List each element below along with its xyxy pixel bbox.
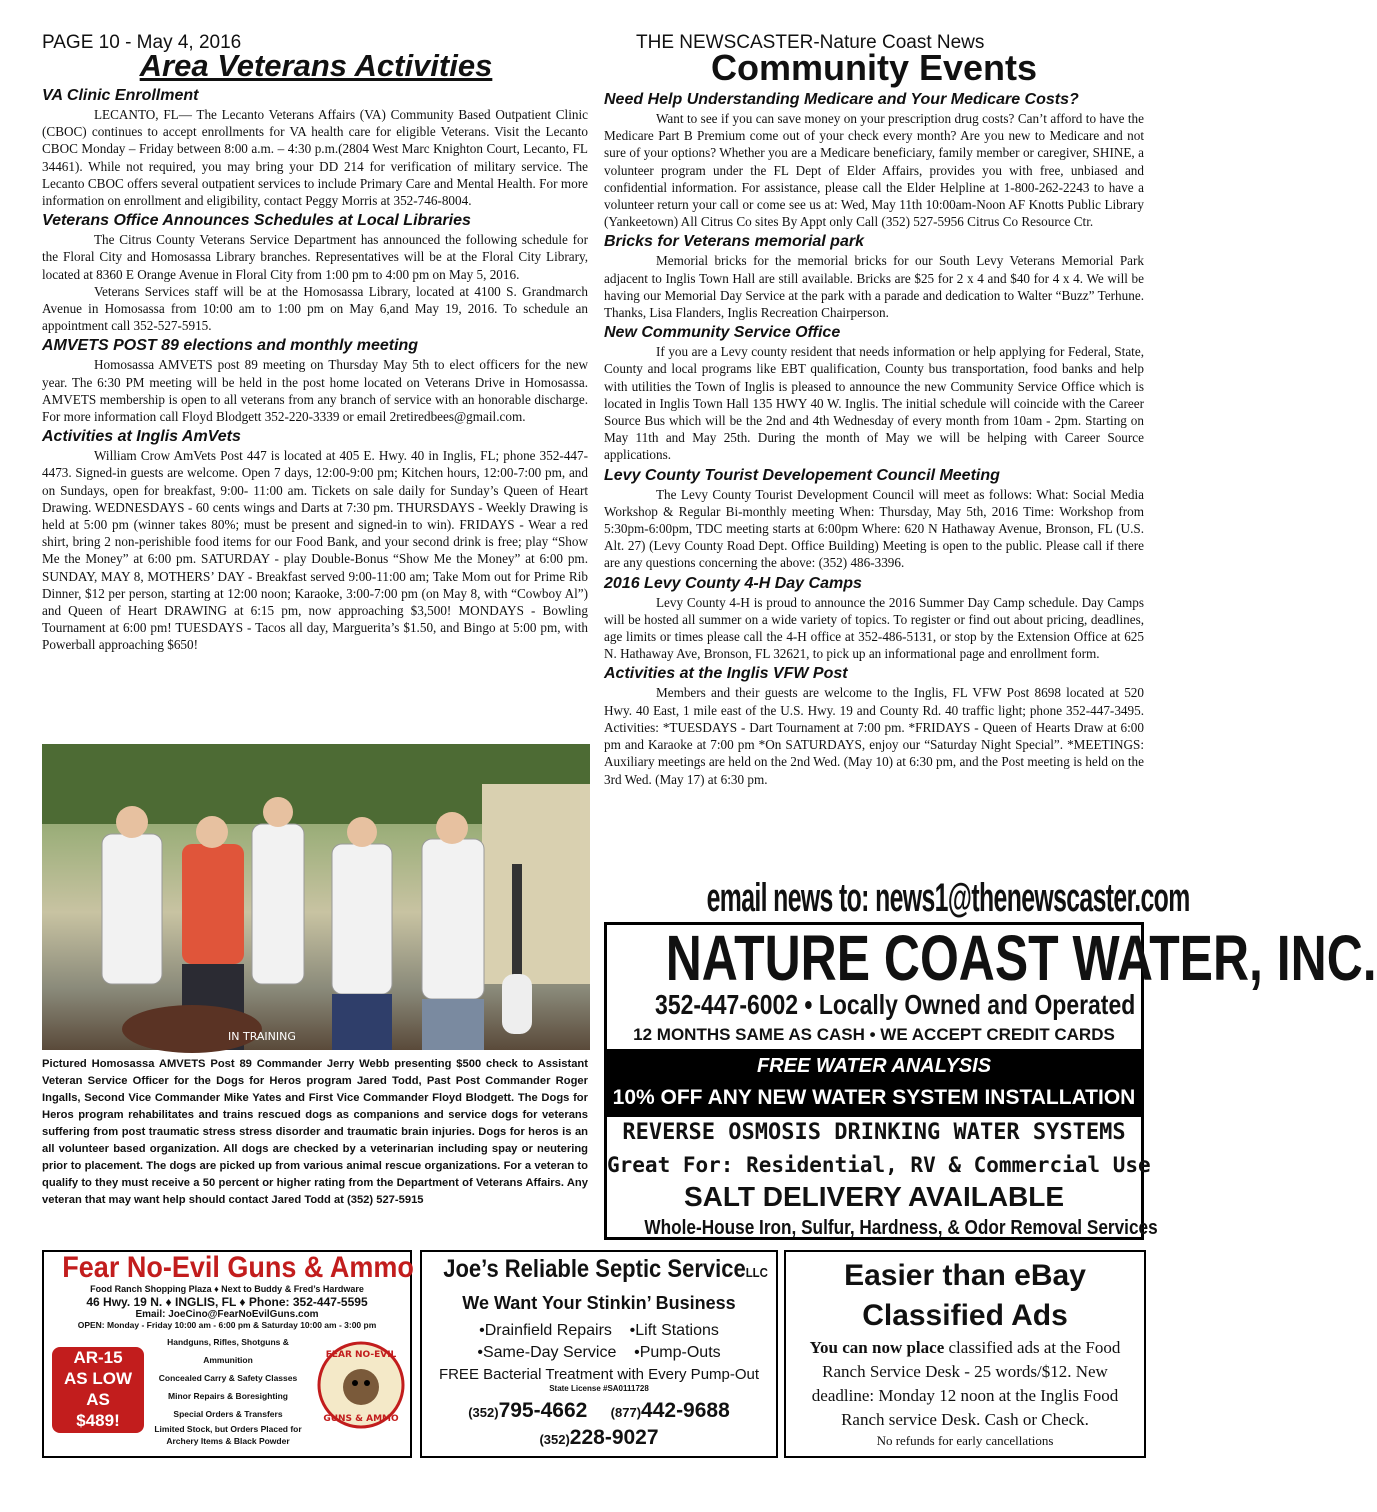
- guns-address: 46 Hwy. 19 N. ♦ INGLIS, FL ♦ Phone: 352-447-5595: [86, 1295, 368, 1309]
- article-bricks: [604, 232, 1144, 321]
- article-veterans-office: [42, 211, 588, 334]
- septic-license: State License #SA0111728: [549, 1384, 649, 1393]
- guns-services: [148, 1333, 308, 1447]
- article-paragraph: The Citrus County Veterans Service Department has announced the following schedule for the Floral City and Homosassa Library branches. Representatives will be at the Floral City Library, located at 8360 E Orange Avenue in Floral City from 1:00 pm to 4:00 pm on May 5, 2016.: [42, 232, 588, 282]
- septic-title: [443, 1252, 768, 1290]
- septic-phones-row: [422, 1398, 776, 1425]
- nature-coast-water-ad: [604, 922, 1377, 1240]
- article-paragraph: Homosassa AMVETS post 89 meeting on Thursday May 5th to elect officers for the new year. The 6:30 PM meeting will be held in the post home located on Veterans Drive in Homosassa. AMVETS membership is open to all veterans from any branch of service with an honorable discharge. For more information call Floyd Blodgett 352-220-3339 or email 2retiredbees@gmail.com.: [42, 357, 588, 425]
- service-item: •Same-Day Service: [477, 1344, 617, 1361]
- service-item: Limited Stock, but Orders Placed for Archery Items & Black Powder: [154, 1424, 302, 1446]
- septic-phones-row: [422, 1425, 776, 1452]
- article-va-clinic: [42, 86, 588, 209]
- article-paragraph: LECANTO, FL— The Lecanto Veterans Affairs (VA) Community Based Outpatient Clinic (CBOC) continues to accept enrollments for VA health care for eligible Veterans. Visit the Lecanto CBOC Monday – Friday between 8:00 a.m. – 4:30 p.m.(2804 West Marc Knighton Court, Lecanto, FL 34461). While not required, you may bring your DD 214 for verification of military service. The Lecanto CBOC offers several outpatient services to include Primary Care and Mental Health. For more information on enrollment and eligibility, contact Peggy Morris at 352-746-8004.: [42, 107, 588, 209]
- article-community-office: [604, 323, 1144, 463]
- dog-vest-text: IN TRAINING: [228, 1030, 296, 1043]
- guns-email[interactable]: Email: JoeCino@FearNoEvilGuns.com: [135, 1309, 319, 1320]
- install-discount: 10% OFF ANY NEW WATER SYSTEM INSTALLATION: [612, 1086, 1136, 1109]
- seal-bottom-text: GUNS & AMMO: [323, 1414, 399, 1424]
- article-heading: New Community Service Office: [604, 324, 841, 342]
- guns-title: Fear No-Evil Guns & Ammo: [62, 1251, 414, 1284]
- article-inglis-amvets: [42, 427, 588, 653]
- ar15-promo: [52, 1347, 144, 1433]
- service-item: •Pump-Outs: [634, 1344, 721, 1361]
- article-heading: Levy County Tourist Developement Council Meeting: [604, 466, 1000, 484]
- salt-delivery: SALT DELIVERY AVAILABLE: [683, 1181, 1065, 1212]
- phone-area: (877): [610, 1405, 642, 1420]
- photo-illustration: [42, 744, 590, 1050]
- seal-top-text: FEAR NO-EVIL: [325, 1350, 397, 1360]
- water-financing: 12 MONTHS SAME AS CASH • WE ACCEPT CREDIT CARDS: [633, 1025, 1115, 1044]
- septic-service-ad: [420, 1250, 778, 1458]
- classified-text: classified ads at the Food Ranch Service Desk - 25 words/$12. New deadline: Monday 12 noon at the Inglis Food Ranch service Desk. Cash or Check.: [811, 1338, 1121, 1429]
- guns-body: [44, 1331, 410, 1446]
- photo-caption: Pictured Homosassa AMVETS Post 89 Commander Jerry Webb presenting $500 check to Assistant Veteran Service Officer for the Dogs for Heros program Jared Todd, Past Post Commander Roger Ingalls, Second Vice Commander Mike Yates and First Vice Commander Floyd Blodgett. The Dogs for Heros program rehabilitates and trains rescued dogs as companions and service dogs for veterans suffering from post traumatic stress stress disorder and traumatic brain injuries. Dogs for heros is an all volunteer based organization. All dogs are checked by a veterinarian including spay or neutering prior to placement. The dogs are picked up from various animal rescue organizations. For a veteran to qualify to they must receive a 50 percent or higher rating from the Department of Veterans Affairs. Any veteran that may want help should contact Jared Todd at (352) 527-5915: [42, 1058, 588, 1206]
- promo-line: $489!: [76, 1411, 120, 1430]
- article-4h-camps: [604, 574, 1144, 663]
- phone-number: 442-9688: [641, 1399, 730, 1422]
- septic-name: Joe’s Reliable Septic Service: [443, 1255, 746, 1283]
- service-item: •Drainfield Repairs: [479, 1322, 612, 1339]
- classified-note: No refunds for early cancellations: [876, 1433, 1054, 1448]
- removal-services: Whole-House Iron, Sulfur, Hardness, & Odor Removal Services: [644, 1217, 1158, 1239]
- phone-area: (352): [468, 1405, 499, 1420]
- right-section-title: Community Events: [710, 47, 1038, 88]
- classified-body: [786, 1336, 1144, 1432]
- article-heading: Activities at the Inglis VFW Post: [604, 665, 848, 683]
- article-medicare: [604, 90, 1144, 230]
- water-company-name: NATURE COAST WATER, INC.: [665, 922, 1377, 994]
- article-paragraph: Members and their guests are welcome to the Inglis, FL VFW Post 8698 located at 520 Hwy. 40 East, 1 mile east of the U.S. Hwy. 19 and County Rd. 40 traffic light; phone 352-447-3495. Activities: *TUESDAYS - Dart Tournament at 7:00 pm. *FRIDAYS - Queen of Hearts Draw at 6:00 pm and Karaoke at 7:00 pm *On SATURDAYS, enjoy our “Saturday Night Special”. *MEETINGS: Auxiliary meetings are held on the 2nd Wed. (May 10) at 6:30 pm, and the Post meeting is held on the 3rd Wed. (May 17) at 6:30 pm.: [604, 685, 1144, 787]
- promo-line: AR-15: [73, 1348, 123, 1367]
- service-item: Handguns, Rifles, Shotguns & Ammunition: [167, 1337, 289, 1365]
- promo-line: AS: [86, 1390, 110, 1409]
- article-heading: Veterans Office Announces Schedules at Local Libraries: [42, 212, 471, 230]
- service-item: Minor Repairs & Boresighting: [168, 1391, 288, 1401]
- water-phone: 352-447-6002 • Locally Owned and Operated: [655, 989, 1136, 1020]
- reverse-osmosis: REVERSE OSMOSIS DRINKING WATER SYSTEMS: [622, 1120, 1126, 1145]
- phone-area: (352): [539, 1432, 570, 1447]
- service-item: Special Orders & Transfers: [173, 1409, 283, 1419]
- page-header-right: THE NEWSCASTER-Nature Coast News: [636, 32, 985, 53]
- left-articles: [42, 84, 588, 654]
- left-section-title: Area Veterans Activities: [139, 48, 493, 83]
- email-news-banner: email news to: news1@thenewscaster.com: [706, 876, 1190, 920]
- septic-llc: LLC: [745, 1265, 768, 1280]
- phone-number: 228-9027: [569, 1426, 659, 1449]
- septic-services-row: [422, 1342, 776, 1364]
- fear-no-evil-seal-icon: [316, 1337, 406, 1433]
- classified-title-2: Classified Ads: [862, 1299, 1068, 1332]
- article-paragraph: William Crow AmVets Post 447 is located at 405 E. Hwy. 40 in Inglis, FL; phone 352-447-4473. Signed-in guests are welcome. Open 7 days, 12:00-9:00 pm; Kitchen hours, 12:00-7:00 pm, and on Sundays, open for breakfast, 9:00- 11:00 am. Tickets on sale daily for Sunday’s Queen of Heart Drawing. WEDNESDAYS - 60 cents wings and Darts at 7:30 pm. THURSDAYS - Weekly Drawing is held at 5:00 pm (winner takes 80%; must be present and signed-in to win). FRIDAYS - Wear a red shirt, bring 2 non-perishible food items for our Food Bank, and your second drink is free; play “Show Me the Money” at 6:00 pm. SATURDAY - play Double-Bonus “Show Me the Money” at 6:00 pm. SUNDAY, MAY 8, MOTHERS’ DAY - Breakfast served 9:00-11:00 am; Take Mom out for Prime Rib Dinner, $12 per person, starting at 12:00 noon; Karaoke, 3:00-7:00 pm (on May 8, with “Cowboy Al”) and Queen of Heart DRAWING at 6:15 pm, now approaching $3,500! MONDAYS - Bowling Tournament at 6:00 pm! TUESDAYS - Tacos all day, Marguerita’s $1.50, and Bingo at 5:00 pm, with Powerball approaching $650!: [42, 448, 588, 653]
- classified-ads-box: [784, 1250, 1146, 1458]
- right-articles: [604, 88, 1144, 788]
- guns-location: Food Ranch Shopping Plaza ♦ Next to Buddy & Fred’s Hardware: [90, 1284, 364, 1294]
- article-paragraph: The Levy County Tourist Development Council will meet as follows: What: Social Media Workshop & Regular Bi-monthly meeting When: Thursday, May 5th, 2016 Time: Workshop from 5:30pm-6:00pm, TDC meeting starts at 6:00pm Where: 620 N Hathaway Avenue, Bronson, FL (U.S. Alt. 27) (Levy County Road Dept. Office Building) Meeting is open to the public. Please call if there are any questions concerning the above: (352) 486-3396.: [604, 486, 1144, 571]
- amvets-photo: [42, 744, 590, 1050]
- article-heading: 2016 Levy County 4-H Day Camps: [604, 574, 862, 592]
- septic-services-row: [422, 1320, 776, 1342]
- promo-line: AS LOW: [64, 1369, 132, 1388]
- water-promo-band: [607, 1049, 1141, 1117]
- phone-number: 795-4662: [498, 1399, 588, 1422]
- great-for: Great For: Residential, RV & Commercial Use: [607, 1153, 1151, 1177]
- article-heading: Bricks for Veterans memorial park: [604, 233, 864, 251]
- article-heading: AMVETS POST 89 elections and monthly meeting: [42, 337, 419, 355]
- guns-hours: OPEN: Monday - Friday 10:00 am - 6:00 pm & Saturday 10:00 am - 3:00 pm: [77, 1320, 377, 1330]
- service-item: •Lift Stations: [629, 1322, 719, 1339]
- page-header-left: PAGE 10 - May 4, 2016: [42, 32, 242, 53]
- article-paragraph: Want to see if you can save money on your prescription drug costs? Can’t afford to have the Medicare Part B Premium come out of your check every month? Are you new to Medicare and not sure of your options? Whether you are a Medicare beneficiary, family member or caregiver, SHINE, a volunteer program under the FL Dept of Elder Affairs, provides you with free, unbiased and confidential information. For assistance, please call the Elder Helpline at 1-800-262-2243 to have a volunteer return your call or come see us at: Wed, May 11th 10:00am-Noon AF Knotts Public Library (Yankeetown) All Citrus Co sites By Appt only Call (352) 527-5956 Citrus Co Resource Ctr.: [604, 111, 1144, 230]
- septic-free-treatment: FREE Bacterial Treatment with Every Pump-Out: [438, 1366, 760, 1383]
- article-paragraph: Veterans Services staff will be at the Homosassa Library, located at 4100 S. Grandmarch Avenue in Homosassa from 10:00 am to 1:00 pm on May 6,and May 19, 2016. To schedule an appointment call 352-527-5915.: [42, 283, 588, 334]
- classified-title-1: Easier than eBay: [844, 1259, 1086, 1292]
- service-item: Concealed Carry & Safety Classes: [158, 1373, 298, 1383]
- article-paragraph: If you are a Levy county resident that needs information or help applying for Federal, State, County and local programs like EBT qualification, County bus transportation, food banks and help with utilities the Town of Inglis is pleased to announce the new Community Service Office which is located in Inglis Town Hall 135 HWY 40 W. Inglis. The initial schedule will coincide with the Career Source Bus which will be the 2nd and 4th Wednesday of every month from 10am - 2pm. Starting on May 11th and May 25th. During the month of May we will be helping with Career Source applications.: [604, 344, 1144, 463]
- article-paragraph: Levy County 4-H is proud to announce the 2016 Summer Day Camp schedule. Day Camps will be hosted all summer on a wide variety of topics. To register or find out about pricing, deadlines, age limits or times please call the 4-H office at 352-486-5131, or stop by the Extension Office at 625 N. Hathaway Ave, Bronson, FL 32621, to pick up an informational page and enrollment form.: [604, 594, 1144, 662]
- article-heading: VA Clinic Enrollment: [42, 87, 199, 104]
- article-paragraph: Memorial bricks for the memorial bricks for our South Levy Veterans Memorial Park adjacent to Inglis Town Hall are still available. Bricks are $25 for 2 x 4 and $40 for 4 x 4. We will be having our Memorial Day Service at the park with a parade and dedication to Walter “Buzz” Terhune. Thanks, Lisa Flanders, Inglis Recreation Chairperson.: [604, 253, 1144, 321]
- article-vfw: [604, 664, 1144, 787]
- article-heading: Need Help Understanding Medicare and Your Medicare Costs?: [604, 91, 1079, 108]
- article-heading: Activities at Inglis AmVets: [42, 428, 241, 446]
- article-tdc-meeting: [604, 466, 1144, 572]
- classified-lead: You can now place: [809, 1338, 945, 1357]
- article-amvets-89: [42, 336, 588, 425]
- guns-ammo-ad: [42, 1250, 412, 1458]
- free-water-analysis: FREE WATER ANALYSIS: [756, 1055, 992, 1077]
- septic-slogan: We Want Your Stinkin’ Business: [462, 1293, 736, 1313]
